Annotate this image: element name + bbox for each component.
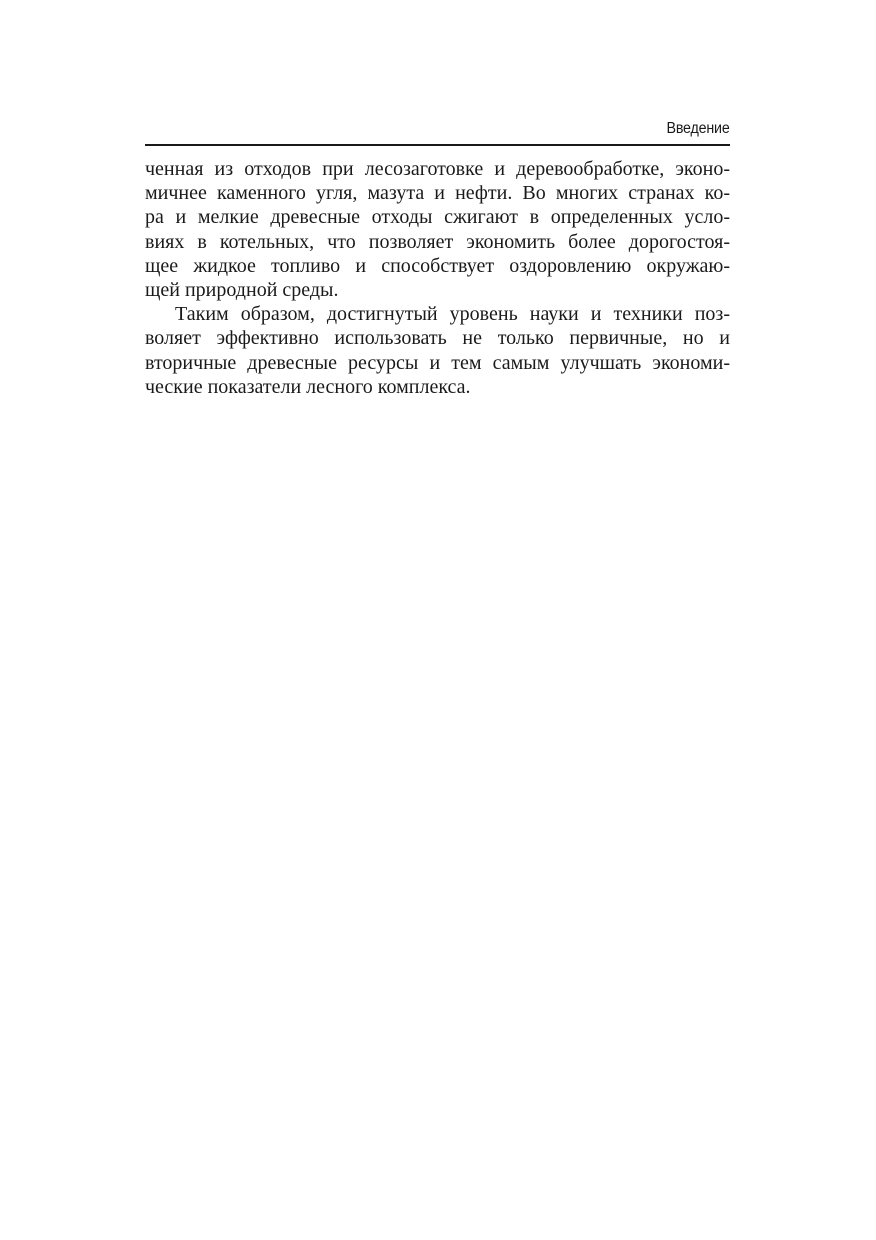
text-line: ческие показатели лесного комплекса. — [145, 375, 471, 398]
text-line: ченная из отходов при лесозаготовке и деревообработке, эконо- — [145, 158, 730, 180]
body-text — [145, 157, 730, 399]
running-header-title: Введение — [666, 120, 730, 137]
text-line: щей природной среды. — [145, 278, 339, 301]
text-line: мичнее каменного угля, мазута и нефти. Во многих странах ко- — [145, 182, 730, 205]
text-line: воляет эффективно использовать не только первичные, но и — [145, 327, 730, 350]
text-line: ра и мелкие древесные отходы сжигают в определенных усло- — [145, 206, 730, 229]
text-line: Таким образом, достигнутый уровень науки и техники поз- — [175, 303, 730, 326]
paragraph-1 — [145, 157, 730, 302]
text-line: виях в котельных, что позволяет экономить более дорогостоя- — [145, 230, 730, 253]
text-line: щее жидкое топливо и способствует оздоровлению окружаю- — [145, 254, 730, 277]
running-header — [145, 118, 730, 146]
text-line: вторичные древесные ресурсы и тем самым улучшать экономи- — [145, 351, 730, 374]
paragraph-2 — [145, 302, 730, 399]
